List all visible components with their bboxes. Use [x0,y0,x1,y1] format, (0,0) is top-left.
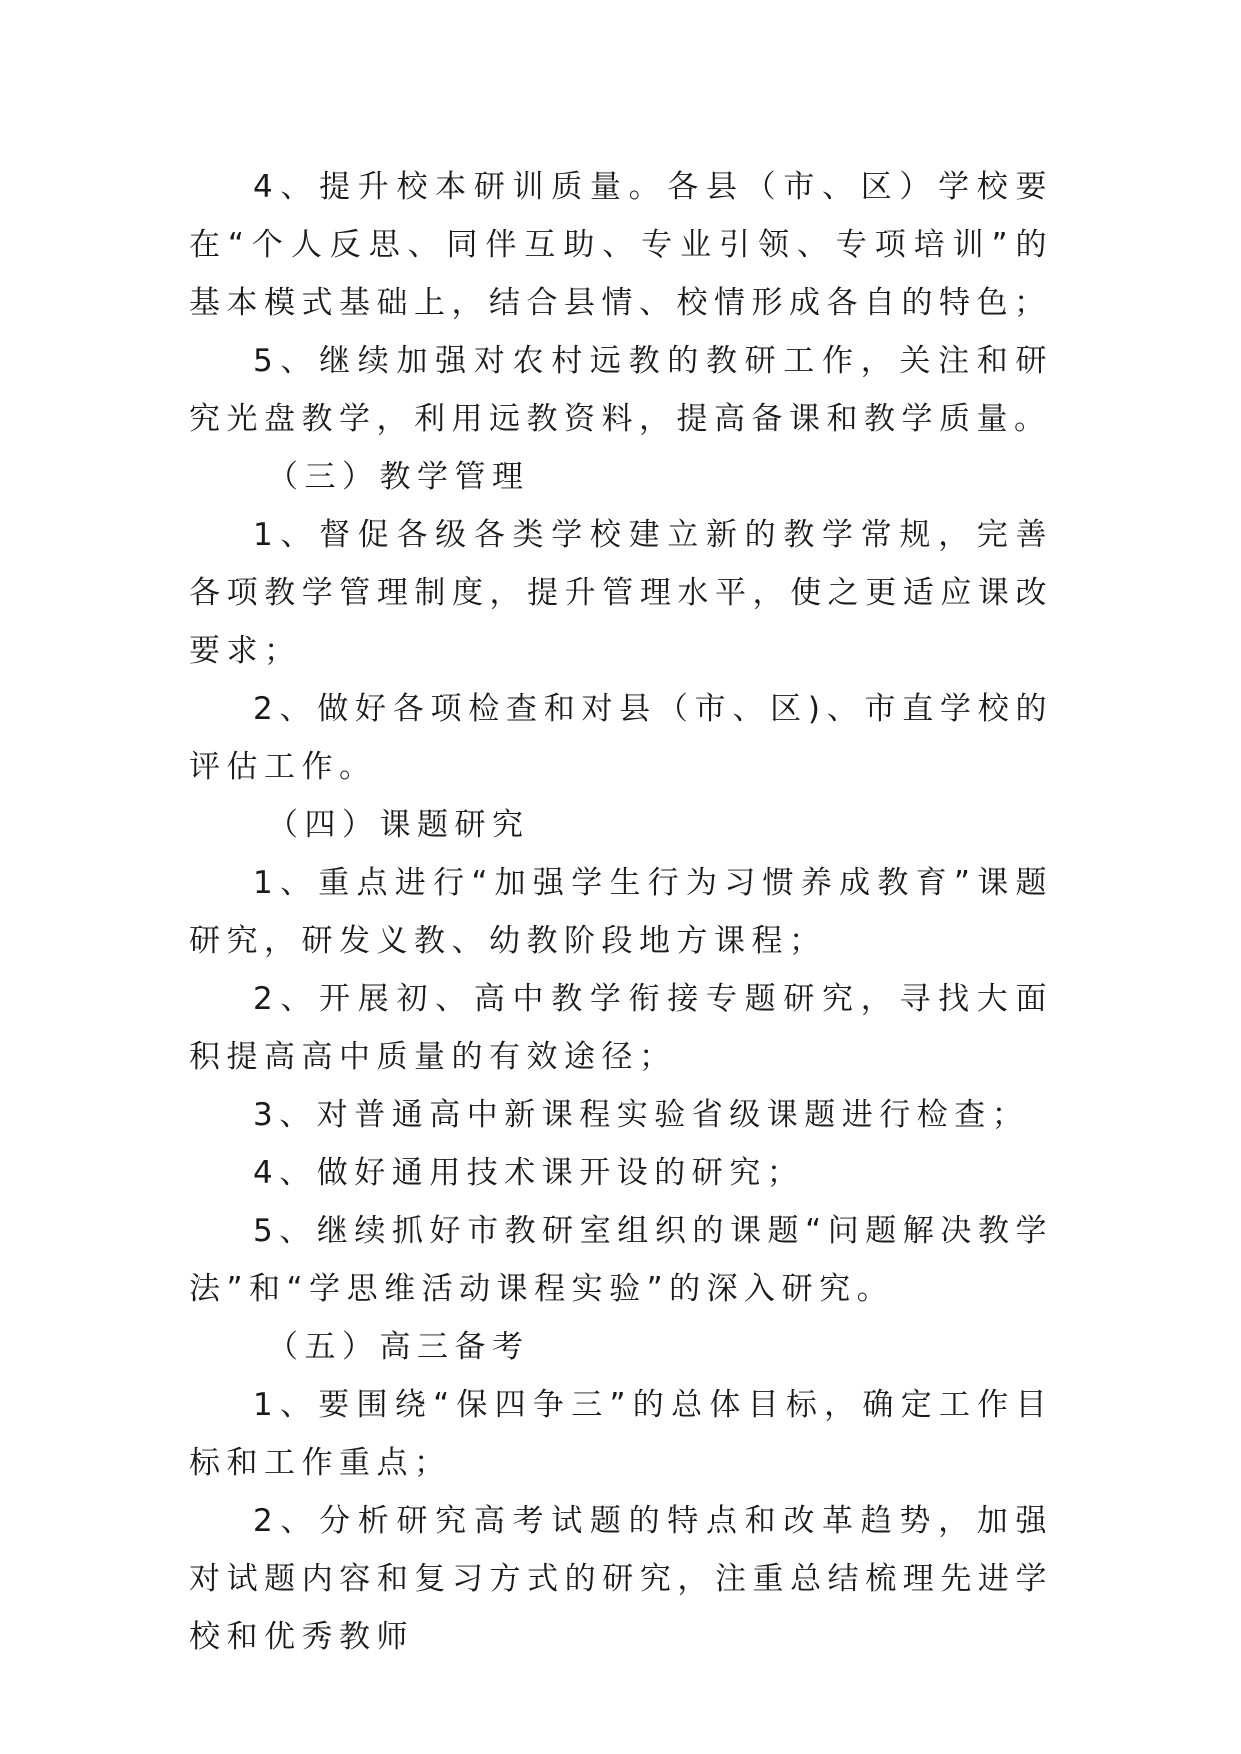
paragraph-item-1-habit-education: 1、重点进行“加强学生行为习惯养成教育”课题研究，研发义教、幼教阶段地方课程； [189,865,1053,959]
paragraph-item-2-transition-research: 2、开展初、高中教学衔接专题研究，寻找大面积提高高中质量的有效途径； [189,981,1053,1075]
paragraph-item-4-technology-course: 4、做好通用技术课开设的研究； [253,1155,805,1191]
section-heading-teaching-management: （三）教学管理 [267,459,530,495]
paragraph-item-3-curriculum-check: 3、对普通高中新课程实验省级课题进行检查； [253,1097,1030,1133]
paragraph-item-2-inspection: 2、做好各项检查和对县（市、区)、市直学校的评估工作。 [189,691,1053,785]
paragraph-item-4-training: 4、提升校本研训质量。各县（市、区）学校要在“个人反思、同伴互助、专业引领、专项培训”的基本模式基础上，结合县情、校情形成各自的特色； [189,169,1053,321]
paragraph-item-1-teaching-rules: 1、督促各级各类学校建立新的教学常规，完善各项教学管理制度，提升管理水平，使之更适应课改要求； [189,517,1053,669]
paragraph-item-5-remote-education: 5、继续加强对农村远教的教研工作，关注和研究光盘教学，利用远教资料，提高备课和教学质量。 [189,343,1053,437]
paragraph-item-5-problem-solving: 5、继续抓好市教研室组织的课题“问题解决教学法”和“学思维活动课程实验”的深入研究。 [189,1213,1053,1307]
paragraph-item-2-exam-analysis: 2、分析研究高考试题的特点和改革趋势，加强对试题内容和复习方式的研究，注重总结梳理先进学校和优秀教师 [189,1503,1053,1655]
section-heading-research-projects: （四）课题研究 [267,807,530,843]
section-heading-senior-exam-prep: （五）高三备考 [267,1329,530,1365]
paragraph-item-1-goals: 1、要围绕“保四争三”的总体目标，确定工作目标和工作重点； [189,1387,1053,1481]
document-body [189,158,1053,1666]
